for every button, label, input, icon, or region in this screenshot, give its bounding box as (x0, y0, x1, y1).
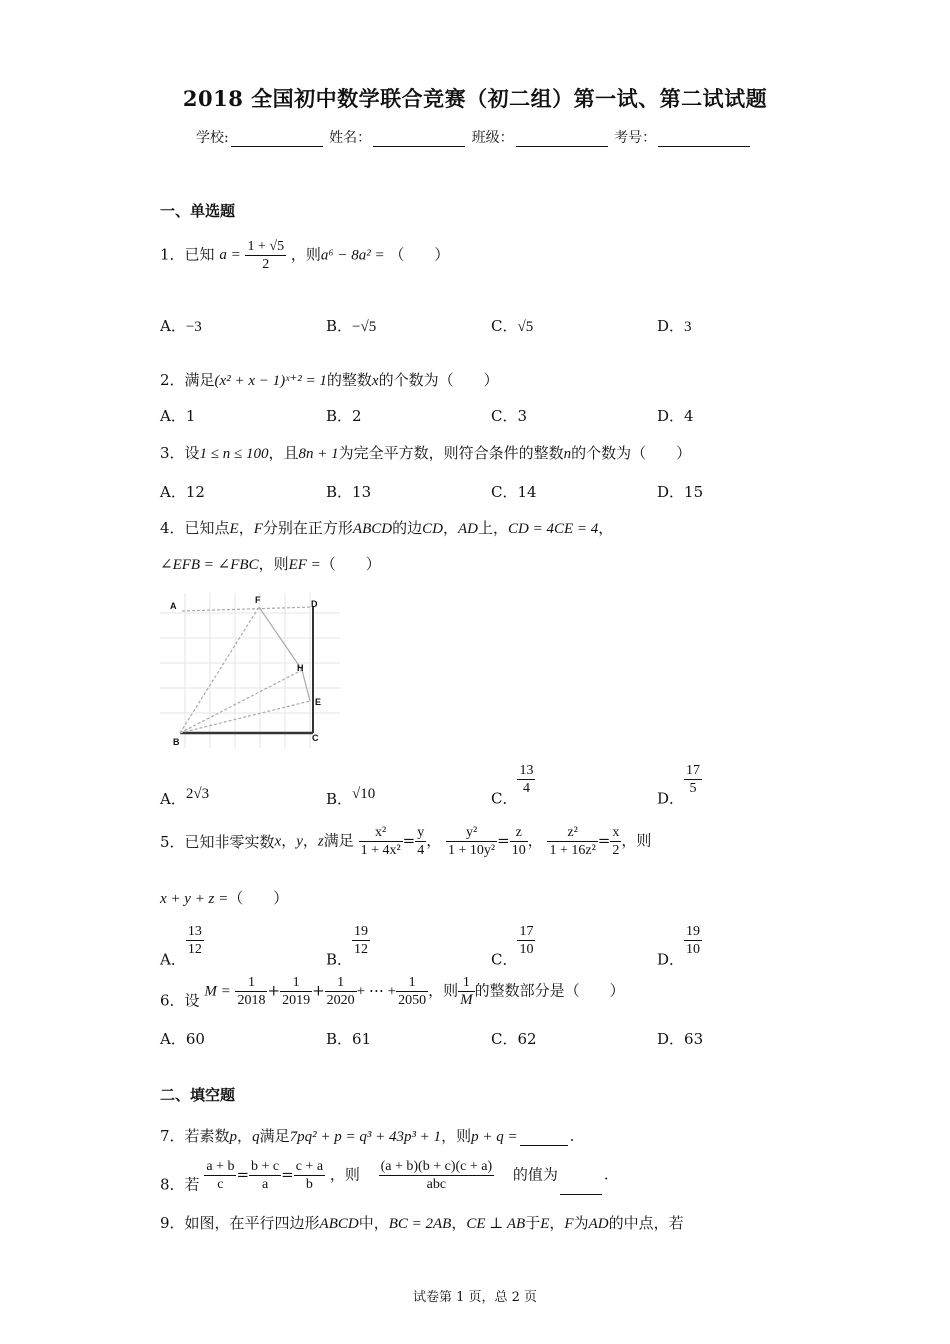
fig-label-A: A (170, 601, 177, 611)
name-label: 姓名： (329, 130, 372, 146)
q6-t1-num: 1 (235, 974, 267, 992)
q4-opt-a-label: A． (160, 790, 186, 808)
q1-opt-a-label: A． (160, 317, 186, 335)
q2-rest2: 的个数为（ ） (378, 371, 499, 389)
q5-f1-lhs (359, 824, 403, 859)
q5-f1-rhs-num: y (417, 825, 425, 840)
q6-rest: 的整数部分是（ ） (474, 981, 625, 1000)
q5-sum: x + y + z = (160, 891, 229, 907)
q4-c-num: 13 (519, 763, 534, 778)
q8-frac-3 (294, 1158, 325, 1193)
q4-AD: AD (457, 521, 478, 537)
q5-f2-rhs (510, 824, 528, 859)
q4-opt-a-value: 2√3 (185, 786, 210, 802)
q5-f1-den: 1 + 4x² (360, 843, 401, 858)
q6-dots: + ⋯ + (356, 983, 397, 1000)
q2-var: x (371, 373, 379, 389)
q8-frac-1 (204, 1158, 236, 1193)
q7-q: q (252, 1129, 260, 1145)
q8-n3: c + a (295, 1159, 324, 1174)
q4-d-den: 5 (689, 781, 697, 796)
q7-then: ，则 (441, 1127, 472, 1145)
q5-a-num: 13 (187, 924, 202, 939)
q1-option-d[interactable] (657, 315, 692, 336)
q5-f1-num: x² (359, 824, 403, 842)
q3-cond: 1 ≤ n ≤ 100 (199, 446, 269, 462)
q6-t3-den: 2020 (326, 993, 355, 1008)
q8-frac-4 (379, 1158, 495, 1193)
q1-expr: a⁶ − 8a² = (320, 247, 385, 264)
q4-text-b: 分别在正方形 (262, 519, 353, 537)
line-HE (302, 670, 310, 701)
q5-a-den: 12 (187, 942, 202, 957)
q1-mid: ，则 (290, 245, 321, 264)
q9-AD: AD (588, 1216, 609, 1232)
q7-answer-blank[interactable] (520, 1131, 568, 1146)
q5-f3-rhs-num: x (612, 825, 620, 840)
q6-recip-num: 1 (458, 974, 475, 992)
q9-d: 的中点，若 (608, 1214, 684, 1232)
question-4-line1 (160, 517, 613, 538)
student-info-line (196, 127, 752, 147)
q5-f2-rhs-num: z (510, 824, 528, 842)
q4-F: F (253, 521, 263, 537)
q4-sep2: ， (442, 519, 458, 537)
q4-option-c[interactable] (491, 762, 535, 809)
q5-opt-a-label: A． (160, 950, 186, 969)
q3-option-b[interactable]: B．13 (326, 483, 372, 501)
name-blank[interactable] (373, 132, 465, 147)
fig-label-B: B (173, 737, 180, 747)
q2-option-c[interactable]: C．3 (491, 407, 528, 425)
q6-term-4 (396, 974, 428, 1009)
fig-label-H: H (297, 663, 304, 673)
question-2 (160, 369, 499, 390)
line-BH (180, 670, 302, 733)
q6-option-d[interactable]: D．63 (657, 1030, 704, 1048)
q1-option-b[interactable] (326, 315, 376, 336)
q1-a-lhs: a = (219, 247, 241, 263)
q5-option-a[interactable] (160, 923, 204, 970)
q5-f3-rhs-den: 2 (612, 843, 620, 858)
exam-no-label: 考号： (614, 130, 657, 146)
q3-prefix: 3．设 (160, 444, 200, 462)
q7-end: . (569, 1127, 575, 1145)
q6-term-3 (325, 974, 357, 1009)
q8-n4: (a + b)(b + c)(c + a) (380, 1159, 493, 1174)
q8-rest: 的值为 (512, 1165, 558, 1184)
q3-option-c[interactable]: C．14 (491, 483, 537, 501)
q3-option-d[interactable]: D．15 (657, 483, 704, 501)
q1-fraction (245, 238, 286, 273)
q7-expr: 7pq² + p = q³ + 43p³ + 1 (289, 1129, 442, 1145)
q6-t2-den: 2019 (282, 993, 311, 1008)
q4-opt-b-value: √10 (352, 786, 376, 802)
q9-b: 于 (525, 1214, 541, 1232)
q9-e1: BC = 2AB (388, 1216, 452, 1232)
q5-c-num: 17 (519, 924, 534, 939)
q2-prefix: 2．满足 (160, 371, 215, 389)
q4-c-den: 4 (522, 781, 530, 796)
line-AD (182, 607, 313, 611)
q8-then: ，则 (329, 1165, 360, 1184)
fig-label-F: F (255, 595, 261, 605)
q5-f2-den: 1 + 10y² (448, 843, 496, 858)
q4-opt-d-label: D． (657, 789, 685, 808)
q4-option-b[interactable] (326, 786, 375, 809)
q5-opt-c-label: C． (491, 950, 518, 969)
q5-f3-den: 1 + 16z² (549, 843, 596, 858)
q5-z: z (317, 833, 324, 850)
q3-option-a[interactable]: A．12 (160, 483, 205, 501)
school-label: 学校: (196, 130, 229, 146)
q5-paren: （ ） (228, 889, 289, 907)
page-footer: 试卷第 1 页，总 2 页 (412, 1290, 538, 1305)
q7-ask: p + q = (471, 1129, 518, 1145)
q3-rest2: 的个数为（ ） (571, 444, 692, 462)
q6-option-b[interactable]: B．61 (326, 1030, 372, 1048)
q5-f1-rhs-den: 4 (417, 843, 425, 858)
q5-f2-num: y² (446, 824, 497, 842)
q4-EF: EF = (288, 557, 321, 573)
q4-opt-d-fraction (684, 762, 702, 797)
line-BE (180, 701, 310, 733)
q4-E: E (229, 521, 239, 537)
q1-opt-d-value: 3 (684, 319, 692, 335)
q6-t2-num: 1 (280, 974, 312, 992)
q6-t4-den: 2050 (398, 993, 427, 1008)
section-heading-single-choice: 一、单选题 (160, 202, 236, 220)
q4-text-d: 上， (477, 519, 508, 537)
q2-option-d[interactable]: D．4 (657, 407, 694, 425)
q8-end: . (603, 1165, 609, 1184)
question-5-line1: 5．已知非零实数x，y，z满足 $\frac{\text{x²}}{\text{1 + 4x²}}$ = $\frac{y}{4}$ ， $\frac{\text{y²}}{\text{1 + 10y²}}$ = $\frac{z}{10}$ ， $\frac{\text{z²}}{\text{1 + 16z²}}$ = $\frac{x}{2}$ ，则 (160, 825, 652, 858)
section-heading-fill-blank: 二、填空题 (160, 1086, 236, 1104)
q2-rest1: 的整数 (326, 371, 372, 389)
q6-prefix: 6．设 (160, 991, 200, 1010)
q1-paren: （ ） (389, 245, 450, 264)
q4-text-c: 的边 (392, 519, 423, 537)
q8-n2: b + c (251, 1159, 280, 1174)
q1-opt-b-label: B． (326, 317, 353, 335)
line-BF (180, 607, 259, 733)
q6-reciprocal (458, 974, 475, 1009)
q1-option-a[interactable] (160, 315, 202, 336)
q5-option-b[interactable] (326, 923, 370, 970)
q5-mid: 满足 (323, 831, 354, 850)
q5-b-den: 12 (354, 942, 369, 957)
q5-f2-rhs-den: 10 (511, 843, 526, 858)
q5-opt-c-frac (517, 923, 535, 958)
q9-a: 中， (358, 1214, 389, 1232)
q5-f3-lhs (547, 824, 597, 859)
q5-x: x (274, 833, 282, 850)
q4-then: ，则 (258, 555, 289, 573)
question-9: 9．如图，在平行四边形ABCD中，BC = 2AB，CE ⊥ AB于E，F为AD的中点，若 (160, 1214, 684, 1232)
q2-option-b[interactable]: B．2 (326, 407, 362, 425)
q5-d-num: 19 (686, 924, 701, 939)
q2-option-a[interactable]: A．1 (160, 407, 196, 425)
q4-figure-svg (160, 593, 340, 748)
q5-prefix: 5．已知非零实数 (160, 833, 275, 851)
q4-sep1: ， (238, 519, 254, 537)
q1-frac-den: 2 (262, 257, 270, 272)
q1-opt-d-label: D． (657, 317, 685, 335)
question-3 (160, 442, 691, 463)
q5-opt-d-frac (684, 923, 702, 958)
fig-label-E: E (315, 697, 322, 707)
q5-then: ，则 (621, 831, 652, 850)
q6-recip-den: M (460, 992, 473, 1008)
q5-option-d[interactable] (657, 923, 702, 970)
q3-expr: 8n + 1 (298, 446, 339, 462)
q1-opt-c-label: C． (491, 317, 518, 335)
class-blank[interactable] (516, 132, 608, 147)
question-7: 7．若素数p，q满足7pq² + p = q³ + 43p³ + 1，则p + q = . (160, 1127, 575, 1145)
q9-e2: CE ⊥ AB (466, 1216, 526, 1232)
q9-c: 为 (573, 1214, 589, 1232)
q8-n1: a + b (206, 1159, 235, 1174)
q4-CD: CD (422, 521, 443, 537)
q7-mid: 满足 (259, 1127, 290, 1145)
q4-eq: CD = 4CE = 4 (507, 521, 599, 537)
school-blank[interactable] (231, 132, 323, 147)
q6-t4-num: 1 (396, 974, 428, 992)
q4-sep3: ， (598, 519, 614, 537)
fig-label-C: C (312, 733, 319, 743)
q8-d2: a (261, 1177, 269, 1192)
q9-F: F (564, 1216, 574, 1232)
q5-y: y (296, 833, 303, 850)
q6-lhs: M = (204, 983, 231, 1000)
q1-frac-num: 1 + √5 (247, 239, 285, 254)
q5-opt-b-label: B． (326, 950, 353, 969)
q1-prefix: 1．已知 (160, 245, 215, 264)
q4-opt-c-fraction (517, 762, 535, 797)
q3-rest: 为完全平方数，则符合条件的整数 (338, 444, 564, 462)
question-4-line2 (160, 553, 381, 574)
q5-option-c[interactable] (491, 923, 535, 970)
question-6: 6．设 M = $\frac{1}{2018}$ + $\frac{1}{2019}$ + $\frac{1}{2020}$ + ⋯ + $\frac{1}{2050}$ ，则 $\frac{1}{M}$ 的整数部分是（ ） (160, 975, 625, 1010)
question-5-line2 (160, 887, 288, 908)
question-1 (160, 238, 449, 273)
q6-then: ，则 (428, 981, 459, 1000)
q6-t3-num: 1 (325, 974, 357, 992)
q4-paren: （ ） (320, 555, 381, 573)
q5-f2-lhs (446, 824, 497, 859)
q5-opt-b-frac (352, 923, 370, 958)
q8-d1: c (217, 1177, 224, 1192)
q6-term-1 (235, 974, 267, 1009)
q5-b-num: 19 (354, 924, 369, 939)
q8-frac-2 (249, 1158, 281, 1193)
q5-f3-num: z² (547, 824, 597, 842)
q8-prefix: 8．若 (160, 1175, 200, 1194)
q4-option-d[interactable] (657, 762, 702, 809)
q7-prefix: 7．若素数 (160, 1127, 230, 1145)
q9-prefix: 9．如图，在平行四边形 (160, 1214, 320, 1232)
q4-opt-c-label: C． (491, 789, 518, 808)
q5-f1-rhs (415, 824, 426, 859)
q4-d-num: 17 (686, 763, 701, 778)
q1-opt-a-value: −3 (185, 319, 202, 335)
q6-option-a[interactable]: A．60 (160, 1030, 205, 1048)
q4-option-a[interactable] (160, 786, 209, 809)
q5-opt-d-label: D． (657, 950, 685, 969)
q7-p: p (229, 1129, 238, 1145)
q4-prefix: 4．已知点 (160, 519, 230, 537)
q8-d4: abc (426, 1177, 447, 1192)
q4-angle-eq: ∠EFB = ∠FBC (160, 557, 259, 573)
page-title: 2018 全国初中数学联合竞赛（初二组）第一试、第二试试题 (182, 86, 768, 111)
q3-var: n (563, 446, 572, 462)
q9-E: E (540, 1216, 550, 1232)
q8-answer-blank[interactable] (560, 1180, 602, 1195)
q8-d3: b (305, 1177, 313, 1192)
q5-d-den: 10 (686, 942, 701, 957)
q4-ABCD: ABCD (352, 521, 393, 537)
fig-label-D: D (311, 599, 318, 609)
q6-term-2 (280, 974, 312, 1009)
q6-option-c[interactable]: C．62 (491, 1030, 537, 1048)
q1-option-c[interactable] (491, 315, 533, 336)
q9-ABCD: ABCD (319, 1216, 359, 1232)
q1-opt-c-value: √5 (517, 319, 534, 335)
q5-f3-rhs (610, 824, 621, 859)
q6-t1-den: 2018 (237, 993, 266, 1008)
q4-opt-b-label: B． (326, 790, 353, 808)
q4-figure (160, 593, 340, 748)
q1-opt-b-value: −√5 (352, 319, 377, 335)
class-label: 班级： (471, 130, 514, 146)
q2-expr: (x² + x − 1)ˣ⁺² = 1 (214, 373, 327, 389)
question-8: 8．若 $\frac{a + b}{c}$ = $\frac{b + c}{a}$ = $\frac{c + a}{b}$ ，则 $\frac{(a + b)(b + c)(c + a)}{\text{abc}}$ 的值为 . (160, 1159, 609, 1194)
q3-mid: ，且 (268, 444, 299, 462)
q5-c-den: 10 (519, 942, 534, 957)
exam-no-blank[interactable] (658, 132, 750, 147)
q5-opt-a-frac (186, 923, 204, 958)
